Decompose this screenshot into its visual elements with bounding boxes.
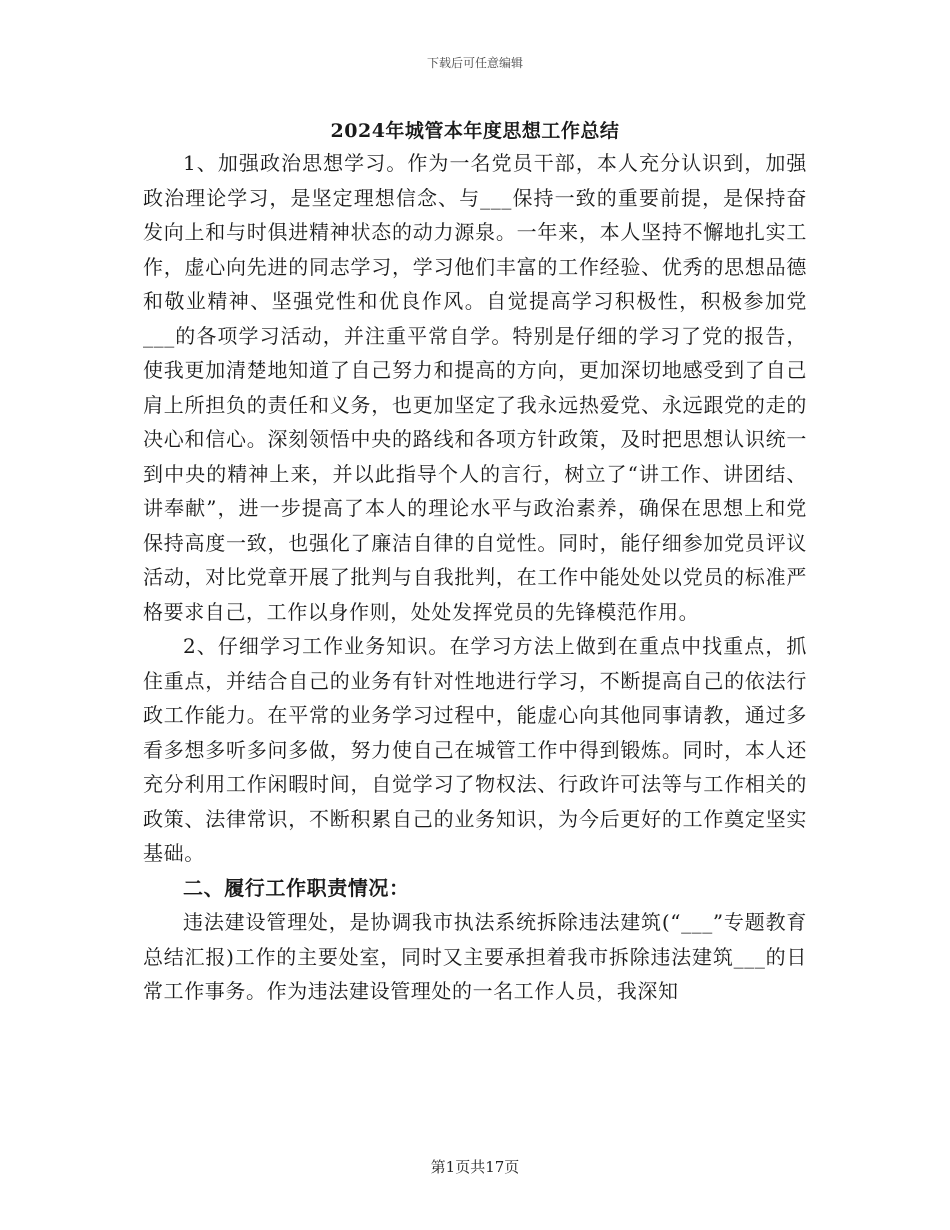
document-body	[143, 146, 807, 1009]
document-title: 2024年城管本年度思想工作总结	[330, 120, 620, 142]
page-footer: 第1页共17页	[430, 1158, 520, 1176]
paragraph-business-study: 2、仔细学习工作业务知识。在学习方法上做到在重点中找重点，抓住重点，并结合自己的业务有针对性地进行学习，不断提高自己的依法行政工作能力。在平常的业务学习过程中，能虚心向其他同事请教，通过多看多想多听多问多做，努力使自己在城管工作中得到锻炼。同时，本人还充分利用工作闲暇时间，自觉学习了物权法、行政许可法等与工作相关的政策、法律常识，不断积累自己的业务知识，为今后更好的工作奠定坚实基础。	[143, 634, 807, 865]
paragraph-duties: 违法建设管理处，是协调我市执法系统拆除违法建筑(“___”专题教育总结汇报)工作的主要处室，同时又主要承担着我市拆除违法建筑___的日常工作事务。作为违法建设管理处的一名工作人员，我深知	[143, 910, 807, 1003]
section-heading-duties: 二、履行工作职责情况：	[183, 875, 410, 900]
header-note: 下载后可任意编辑	[426, 56, 523, 70]
paragraph-political-study: 1、加强政治思想学习。作为一名党员干部，本人充分认识到，加强政治理论学习，是坚定理想信念、与___保持一致的重要前提，是保持奋发向上和与时俱进精神状态的动力源泉。一年来，本人坚持不懈地扎实工作，虚心向先进的同志学习，学习他们丰富的工作经验、优秀的思想品德和敬业精神、坚强党性和优良作风。自觉提高学习积极性，积极参加党___的各项学习活动，并注重平常自学。特别是仔细的学习了党的报告，使我更加清楚地知道了自己努力和提高的方向，更加深切地感受到了自己肩上所担负的责任和义务，也更加坚定了我永远热爱党、永远跟党的走的决心和信心。深刻领悟中央的路线和各项方针政策，及时把思想认识统一到中央的精神上来，并以此指导个人的言行，树立了“讲工作、讲团结、讲奉献”，进一步提高了本人的理论水平与政治素养，确保在思想上和党保持高度一致，也强化了廉洁自律的自觉性。同时，能仔细参加党员评议活动，对比党章开展了批判与自我批判，在工作中能处处以党员的标准严格要求自己，工作以身作则，处处发挥党员的先锋模范作用。	[143, 151, 807, 624]
